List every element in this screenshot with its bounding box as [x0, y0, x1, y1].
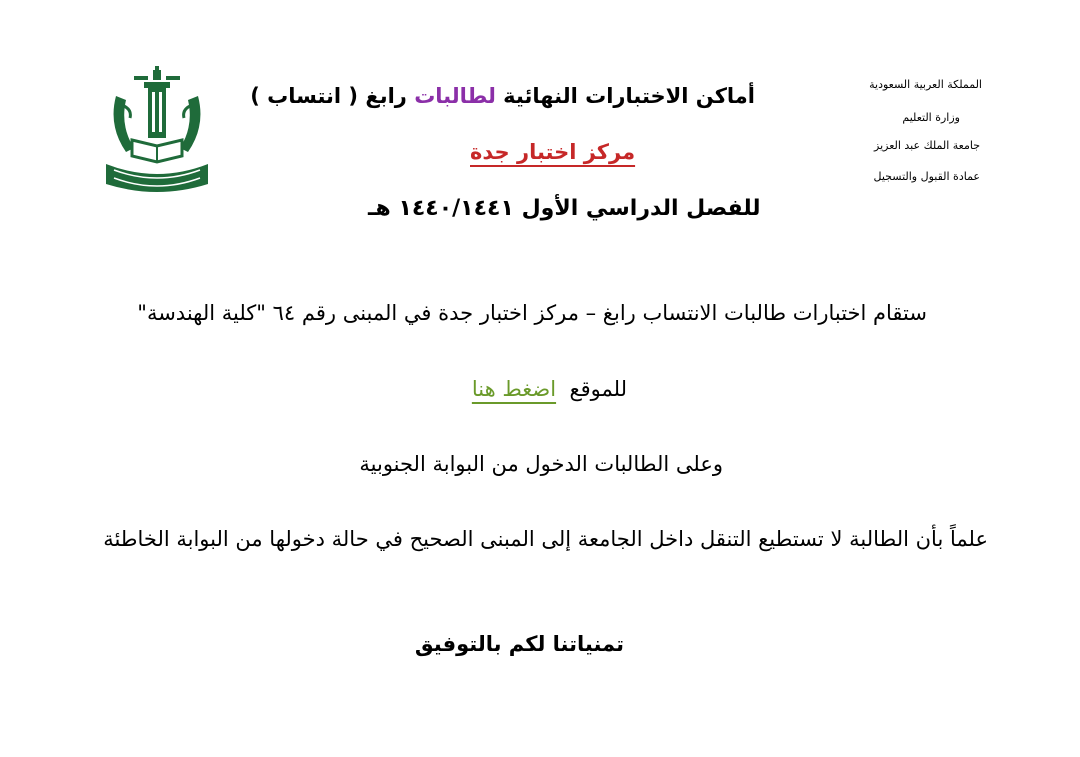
header-university: جامعة الملك عبد العزيز — [874, 139, 980, 152]
title-suffix: رابغ ( انتساب ) — [250, 84, 415, 108]
closing-line: تمنياتنا لكم بالتوفيق — [414, 632, 624, 656]
page-title — [250, 84, 755, 108]
header-ministry: وزارة التعليم — [902, 111, 960, 124]
header-deanship: عمادة القبول والتسجيل — [873, 170, 980, 183]
warning-line: علماً بأن الطالبة لا تستطيع التنقل داخل الجامعة إلى المبنى الصحيح في حالة دخولها من البوابة الخاطئة — [103, 527, 988, 551]
exam-location-line: ستقام اختبارات طالبات الانتساب رابغ – مركز اختبار جدة في المبنى رقم ٦٤ "كلية الهندسة" — [137, 301, 927, 325]
location-line — [472, 377, 627, 401]
entry-gate-line: وعلى الطالبات الدخول من البوابة الجنوبية — [359, 452, 723, 476]
title-highlight: لطالبات — [414, 84, 496, 108]
university-logo — [104, 66, 210, 194]
header-kingdom: المملكة العربية السعودية — [869, 78, 982, 91]
location-label: للموقع — [569, 377, 627, 401]
center-title: مركز اختبار جدة — [470, 140, 636, 164]
title-prefix: أماكن الاختبارات النهائية — [495, 84, 755, 108]
semester-line: للفصل الدراسي الأول ١٤٤٠/١٤٤١ هـ — [368, 196, 761, 221]
location-link[interactable]: اضغط هنا — [471, 377, 557, 401]
